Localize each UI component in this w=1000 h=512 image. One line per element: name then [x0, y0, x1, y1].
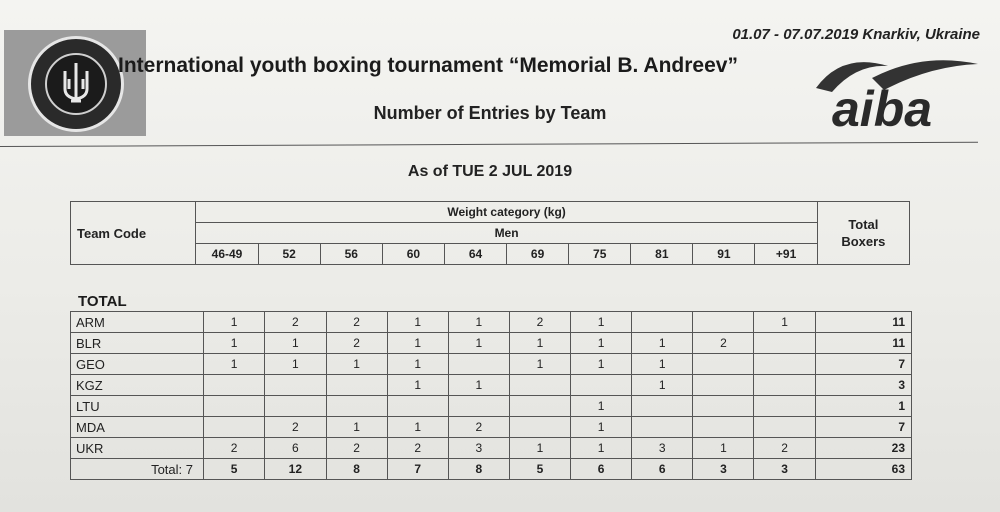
- table-row: [71, 438, 912, 459]
- table-row: [71, 312, 912, 333]
- entry-count-cell: [693, 312, 754, 333]
- entry-count-cell: [754, 396, 815, 417]
- event-date-location: 01.07 - 07.07.2019 Knarkiv, Ukraine: [732, 26, 980, 43]
- entry-count-cell: 1: [571, 354, 632, 375]
- table-row: [71, 396, 912, 417]
- entry-count-cell: [448, 354, 509, 375]
- weight-class-header: 46-49: [196, 244, 258, 265]
- entry-count-cell: [509, 375, 570, 396]
- entry-count-cell: 1: [387, 333, 448, 354]
- entry-count-cell: [204, 417, 265, 438]
- entry-count-cell: 1: [204, 354, 265, 375]
- entry-count-cell: 1: [387, 312, 448, 333]
- entry-count-cell: 1: [509, 438, 570, 459]
- total-boxers-cell: 7: [815, 417, 911, 438]
- entry-count-cell: 1: [387, 354, 448, 375]
- entry-count-cell: 2: [326, 438, 387, 459]
- weight-category-header: Weight category (kg): [196, 202, 817, 223]
- weight-class-header: +91: [755, 244, 817, 265]
- weight-category-header-table: [70, 201, 910, 265]
- entry-count-cell: 2: [265, 417, 326, 438]
- entry-count-cell: 1: [571, 438, 632, 459]
- team-code-cell: MDA: [71, 417, 204, 438]
- entry-count-cell: [754, 417, 815, 438]
- entry-count-cell: 3: [632, 438, 693, 459]
- entries-table: [70, 311, 912, 480]
- entry-count-cell: 5: [204, 459, 265, 480]
- section-label-total: TOTAL: [78, 293, 127, 310]
- total-boxers-cell: 63: [815, 459, 911, 480]
- entry-count-cell: 5: [509, 459, 570, 480]
- team-code-cell: BLR: [71, 333, 204, 354]
- total-boxers-cell: 3: [815, 375, 911, 396]
- entry-count-cell: [265, 375, 326, 396]
- entry-count-cell: 2: [204, 438, 265, 459]
- entry-count-cell: [693, 396, 754, 417]
- header-divider: [0, 142, 978, 147]
- entry-count-cell: 1: [571, 396, 632, 417]
- weight-class-header: 81: [631, 244, 693, 265]
- entry-count-cell: 2: [387, 438, 448, 459]
- total-boxers-cell: 7: [815, 354, 911, 375]
- entry-count-cell: [265, 396, 326, 417]
- entry-count-cell: 1: [204, 312, 265, 333]
- entry-count-cell: [204, 396, 265, 417]
- entry-count-cell: 1: [265, 354, 326, 375]
- entry-count-cell: [509, 396, 570, 417]
- entry-count-cell: [632, 312, 693, 333]
- entry-count-cell: [571, 375, 632, 396]
- table-row: [71, 375, 912, 396]
- entry-count-cell: [204, 375, 265, 396]
- entry-count-cell: 2: [509, 312, 570, 333]
- entry-count-cell: 1: [571, 312, 632, 333]
- gender-header: Men: [196, 223, 817, 244]
- entry-count-cell: 1: [509, 333, 570, 354]
- entry-count-cell: 1: [448, 375, 509, 396]
- weight-class-header: 52: [258, 244, 320, 265]
- team-code-cell: UKR: [71, 438, 204, 459]
- entry-count-cell: 1: [326, 354, 387, 375]
- as-of-date: As of TUE 2 JUL 2019: [407, 163, 573, 180]
- entry-count-cell: 2: [326, 312, 387, 333]
- entry-count-cell: [693, 354, 754, 375]
- entry-count-cell: 1: [204, 333, 265, 354]
- entry-count-cell: [754, 354, 815, 375]
- total-boxers-header: Total Boxers: [817, 202, 909, 265]
- entry-count-cell: 2: [265, 312, 326, 333]
- weight-class-header: 75: [569, 244, 631, 265]
- totals-label: Total: 7: [71, 459, 204, 480]
- entry-count-cell: 2: [693, 333, 754, 354]
- entry-count-cell: [448, 396, 509, 417]
- entry-count-cell: 1: [326, 417, 387, 438]
- entry-count-cell: 2: [326, 333, 387, 354]
- entry-count-cell: 1: [693, 438, 754, 459]
- entry-count-cell: 3: [693, 459, 754, 480]
- entry-count-cell: 1: [387, 375, 448, 396]
- entry-count-cell: [632, 417, 693, 438]
- entry-count-cell: 1: [509, 354, 570, 375]
- entry-count-cell: 1: [754, 312, 815, 333]
- entry-count-cell: [754, 333, 815, 354]
- total-boxers-cell: 11: [815, 333, 911, 354]
- entry-count-cell: 1: [448, 312, 509, 333]
- tournament-title: International youth boxing tournament “Memorial B. Andreev”: [118, 54, 738, 77]
- entry-count-cell: [754, 375, 815, 396]
- entry-count-cell: 6: [632, 459, 693, 480]
- team-code-header: Team Code: [71, 202, 196, 265]
- entry-count-cell: [693, 375, 754, 396]
- entry-count-cell: [509, 417, 570, 438]
- entry-count-cell: 3: [448, 438, 509, 459]
- table-row: [71, 417, 912, 438]
- weight-class-header: 91: [693, 244, 755, 265]
- table-row: [71, 354, 912, 375]
- entry-count-cell: 1: [448, 333, 509, 354]
- table-row: [71, 333, 912, 354]
- weight-class-header: 64: [444, 244, 506, 265]
- entry-count-cell: 2: [754, 438, 815, 459]
- total-boxers-cell: 11: [815, 312, 911, 333]
- entry-count-cell: 6: [265, 438, 326, 459]
- entry-count-cell: 8: [326, 459, 387, 480]
- entry-count-cell: [693, 417, 754, 438]
- team-code-cell: GEO: [71, 354, 204, 375]
- total-boxers-cell: 23: [815, 438, 911, 459]
- entry-count-cell: 1: [265, 333, 326, 354]
- team-code-cell: LTU: [71, 396, 204, 417]
- entry-count-cell: 1: [571, 417, 632, 438]
- aiba-logo-text: aiba: [832, 81, 933, 134]
- entry-count-cell: [326, 396, 387, 417]
- entry-count-cell: 8: [448, 459, 509, 480]
- entry-count-cell: [387, 396, 448, 417]
- entry-count-cell: 7: [387, 459, 448, 480]
- total-boxers-cell: 1: [815, 396, 911, 417]
- entry-count-cell: [632, 396, 693, 417]
- team-code-cell: ARM: [71, 312, 204, 333]
- entry-count-cell: 1: [387, 417, 448, 438]
- entry-count-cell: [326, 375, 387, 396]
- team-code-cell: KGZ: [71, 375, 204, 396]
- weight-class-header: 56: [320, 244, 382, 265]
- totals-row: [71, 459, 912, 480]
- entry-count-cell: 1: [632, 333, 693, 354]
- weight-class-header: 69: [507, 244, 569, 265]
- entry-count-cell: 1: [571, 333, 632, 354]
- entry-count-cell: 6: [571, 459, 632, 480]
- entry-count-cell: 1: [632, 375, 693, 396]
- report-subtitle: Number of Entries by Team: [373, 103, 607, 123]
- entry-count-cell: 2: [448, 417, 509, 438]
- entry-count-cell: 12: [265, 459, 326, 480]
- entry-count-cell: 1: [632, 354, 693, 375]
- weight-class-header: 60: [382, 244, 444, 265]
- entry-count-cell: 3: [754, 459, 815, 480]
